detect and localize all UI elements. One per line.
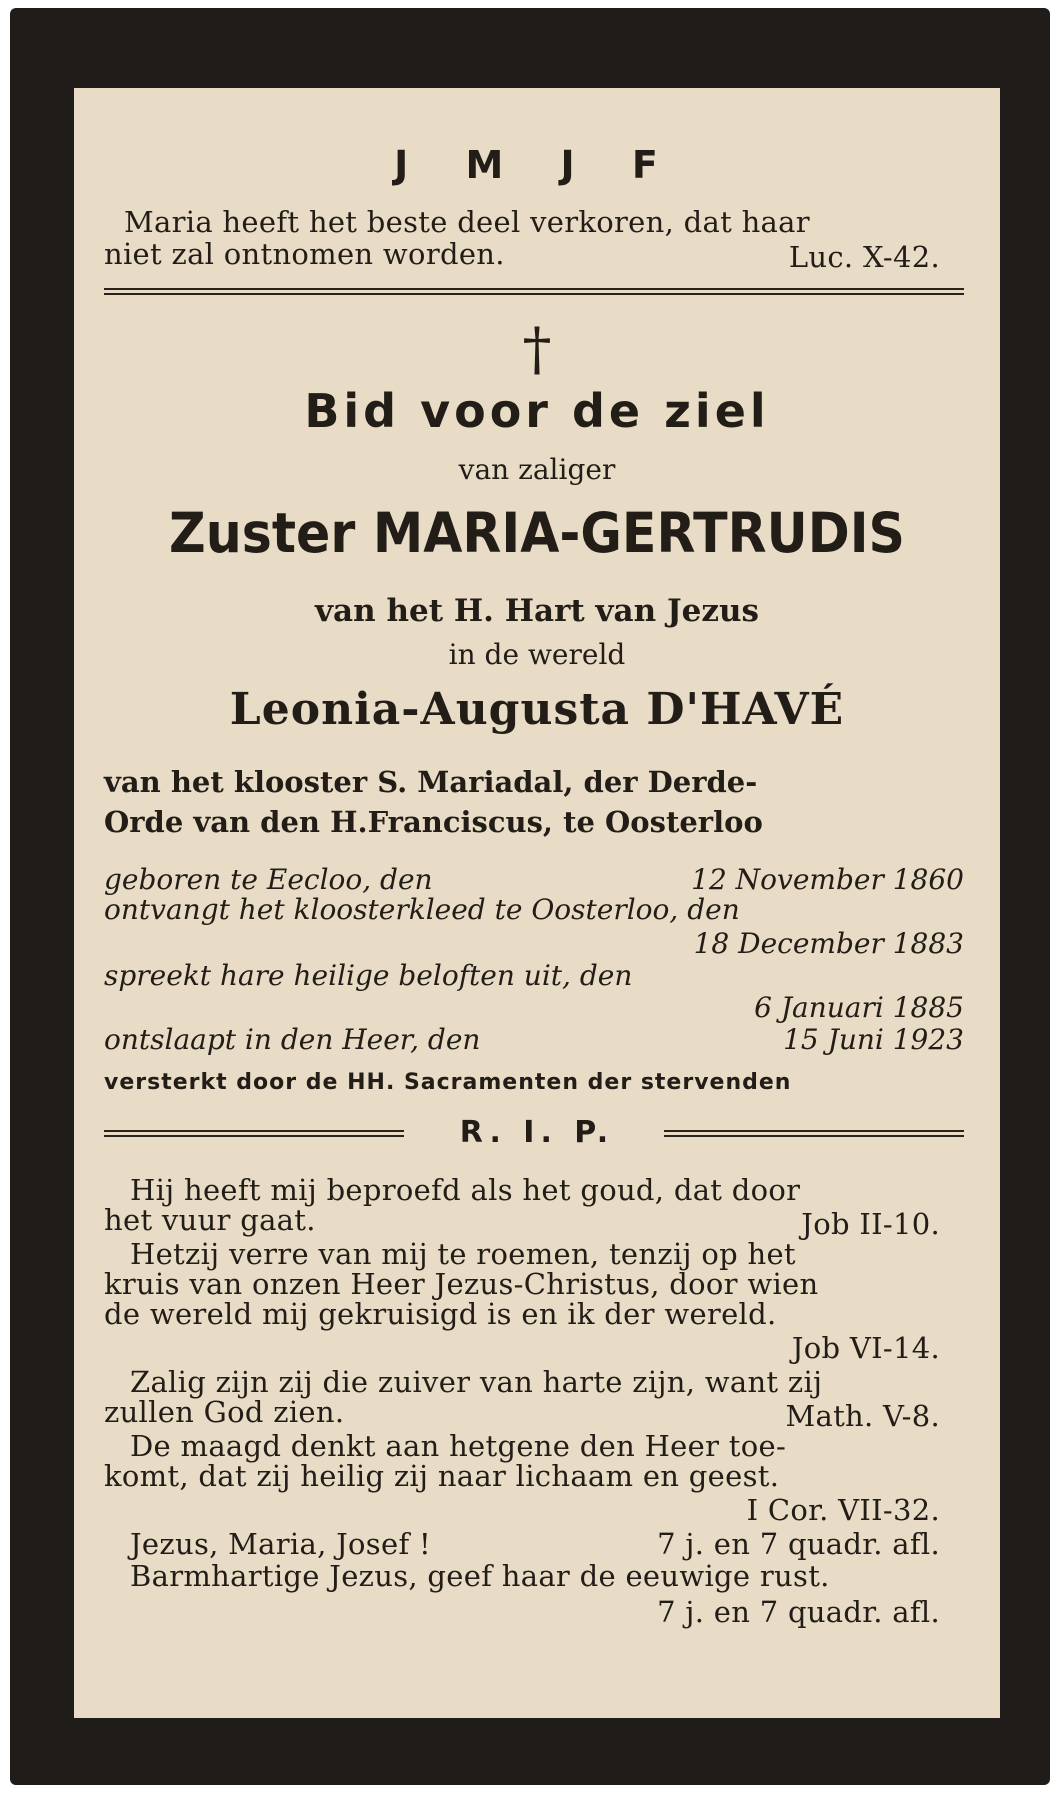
prayer-rest-indulgence: 7 j. en 7 quadr. afl. [657,1595,940,1629]
verse-2-reference: Job VI-14. [791,1331,940,1365]
verse-1-line-2: het vuur gaat. [104,1203,316,1237]
verse-4-line-2: komt, dat zij heilig zij naar lichaam en geest. [104,1459,780,1493]
bio-death-label: ontslaapt in den Heer, den [104,1023,481,1056]
verse-3-line-1: Zalig zijn zij die zuiver van harte zijn, want zij [130,1365,823,1399]
order-text: van het H. Hart van Jezus [315,593,759,629]
verse-1-line-1: Hij heeft mij beproefd als het goud, dat door [130,1173,801,1207]
prayer-jmj-indulgence: 7 j. en 7 quadr. afl. [657,1527,940,1561]
verse-4-reference: I Cor. VII-32. [746,1493,940,1527]
worldly-name: Leonia-Augusta D'HAVÉ [229,684,845,735]
motto-line-2: niet zal ontnomen worden. [104,237,505,271]
in-de-wereld-text: in de wereld [448,638,626,671]
bio-habit-label: ontvangt het kloosterkleed te Oosterloo, den [104,893,740,926]
verse-2-line-1: Hetzij verre van mij te roemen, tenzij op het [130,1237,796,1271]
verse-2-line-2: kruis van onzen Heer Jezus-Christus, door wien [104,1267,819,1301]
prayer-rest: Barmhartige Jezus, geef haar de eeuwige rust. [130,1559,830,1593]
cross-icon: † [522,315,552,383]
rip-text: R. I. P. [459,1115,615,1150]
convent-line-2: Orde van den H.Franciscus, te Oosterloo [104,805,763,839]
sacraments-text: versterkt door de HH. Sacramenten der stervenden [104,1070,792,1095]
verse-3-reference: Math. V-8. [785,1399,940,1433]
bio-birth-date: 12 November 1860 [691,863,964,896]
memorial-card-paper [74,88,1000,1718]
bio-habit-date: 18 December 1883 [693,927,964,960]
religious-name: Zuster MARIA-GERTRUDIS [168,501,905,565]
verse-3-line-2: zullen God zien. [104,1395,345,1429]
van-zaliger-text: van zaliger [458,453,616,486]
verse-1-reference: Job II-10. [801,1207,940,1241]
bio-birth-label: geboren te Eecloo, den [104,863,433,896]
motto-line-1: Maria heeft het beste deel verkoren, dat haar [124,205,810,239]
verse-4-line-1: De maagd denkt aan hetgene den Heer toe- [130,1429,787,1463]
divider-rip-right [664,1130,964,1137]
memorial-card-border [10,8,1050,1785]
monogram: J M J F [394,143,680,187]
prayer-heading: Bid voor de ziel [304,384,770,438]
bio-death-date: 15 Juni 1923 [783,1023,964,1056]
bio-vows-date: 6 Januari 1885 [754,991,964,1024]
divider-top [104,288,964,295]
bio-vows-label: spreekt hare heilige beloften uit, den [104,959,633,992]
prayer-jmj: Jezus, Maria, Josef ! [130,1527,431,1561]
motto-reference: Luc. X-42. [788,240,940,274]
convent-line-1: van het klooster S. Mariadal, der Derde- [104,765,758,799]
verse-2-line-3: de wereld mij gekruisigd is en ik der wereld. [104,1297,777,1331]
